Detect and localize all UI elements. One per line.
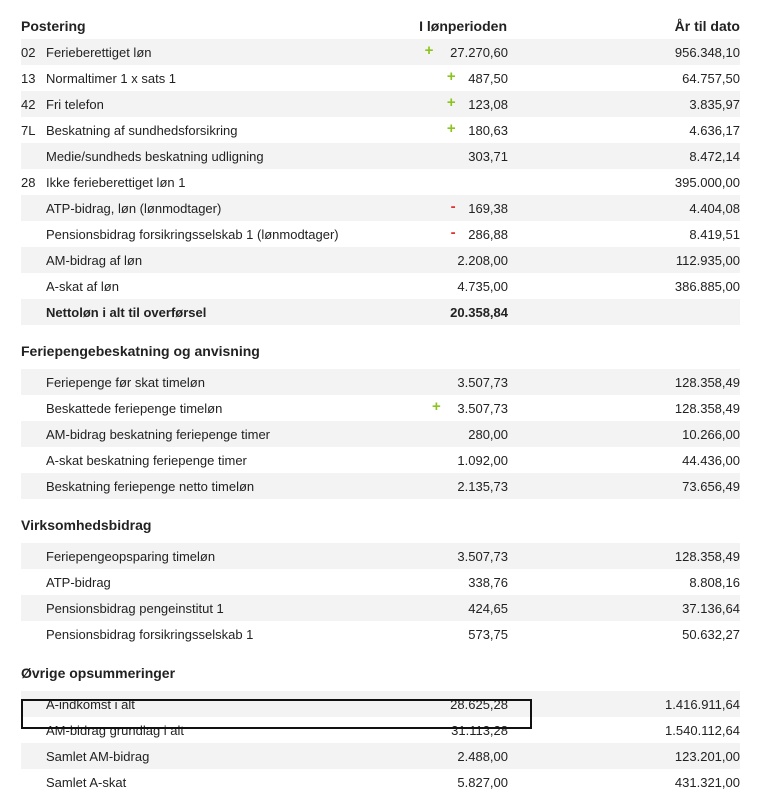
table-row xyxy=(21,743,740,769)
row-label: Samlet A-skat xyxy=(46,775,127,790)
row-period-amount: 2.208,00 xyxy=(457,253,508,268)
row-ytd-amount: 8.808,16 xyxy=(689,575,740,590)
row-label: ATP-bidrag, løn (lønmodtager) xyxy=(46,201,222,216)
section-company xyxy=(21,543,740,647)
table-row xyxy=(21,569,740,595)
section-holiday xyxy=(21,369,740,499)
table-row xyxy=(21,543,740,569)
row-ytd-amount: 44.436,00 xyxy=(682,453,740,468)
row-ytd-amount: 128.358,49 xyxy=(674,549,740,564)
table-row xyxy=(21,369,740,395)
row-label: Normaltimer 1 x sats 1 xyxy=(46,71,177,86)
row-ytd-amount: 128.358,49 xyxy=(674,401,740,416)
row-label: Fri telefon xyxy=(46,97,104,112)
row-period-amount: 303,71 xyxy=(468,149,508,164)
table-row xyxy=(21,169,740,195)
table-row xyxy=(21,447,740,473)
row-ytd-amount: 956.348,10 xyxy=(674,45,740,60)
row-ytd-amount: 8.472,14 xyxy=(689,149,740,164)
row-period-amount: 487,50 xyxy=(468,71,508,86)
row-ytd-amount: 431.321,00 xyxy=(674,775,740,790)
table-row xyxy=(21,299,740,325)
row-ytd-amount: 123.201,00 xyxy=(674,749,740,764)
row-label: Feriepengeopsparing timeløn xyxy=(46,549,216,564)
table-row xyxy=(21,91,740,117)
minus-icon: - xyxy=(450,198,456,215)
row-period-amount: 180,63 xyxy=(468,123,508,138)
payslip-table xyxy=(21,0,740,795)
row-period-amount: 3.507,73 xyxy=(457,549,508,564)
section-postings xyxy=(21,39,740,325)
row-label: ATP-bidrag xyxy=(46,575,111,590)
plus-icon: + xyxy=(432,398,441,415)
row-label: AM-bidrag af løn xyxy=(46,253,143,268)
row-ytd-amount: 37.136,64 xyxy=(682,601,740,616)
row-label: AM-bidrag beskatning feriepenge timer xyxy=(46,427,271,442)
row-label: Pensionsbidrag pengeinstitut 1 xyxy=(46,601,224,616)
table-row xyxy=(21,473,740,499)
row-code: 02 xyxy=(21,45,36,60)
row-period-amount: 31.113,28 xyxy=(451,723,508,738)
row-ytd-amount: 73.656,49 xyxy=(682,479,740,494)
row-code: 42 xyxy=(21,97,36,112)
table-row xyxy=(21,769,740,795)
table-header xyxy=(21,0,740,39)
table-row xyxy=(21,195,740,221)
row-period-amount: 280,00 xyxy=(468,427,508,442)
section-title-other: Øvrige opsummeringer xyxy=(21,665,176,681)
table-row xyxy=(21,395,740,421)
row-label: Nettoløn i alt til overførsel xyxy=(46,305,207,320)
row-label: Beskattede feriepenge timeløn xyxy=(46,401,223,416)
row-period-amount: 2.488,00 xyxy=(457,749,508,764)
row-label: Samlet AM-bidrag xyxy=(46,749,150,764)
row-period-amount: 20.358,84 xyxy=(450,305,508,320)
row-period-amount: 27.270,60 xyxy=(450,45,508,60)
row-ytd-amount: 8.419,51 xyxy=(689,227,740,242)
row-ytd-amount: 64.757,50 xyxy=(682,71,740,86)
table-row xyxy=(21,65,740,91)
row-ytd-amount: 50.632,27 xyxy=(682,627,740,642)
row-ytd-amount: 4.636,17 xyxy=(689,123,740,138)
row-code: 28 xyxy=(21,175,36,190)
row-ytd-amount: 128.358,49 xyxy=(674,375,740,390)
table-row xyxy=(21,221,740,247)
highlight-box xyxy=(21,699,532,729)
row-label: Pensionsbidrag forsikringsselskab 1 xyxy=(46,627,254,642)
row-ytd-amount: 112.935,00 xyxy=(675,253,740,268)
row-label: AM-bidrag grundlag i alt xyxy=(46,723,185,738)
row-code: 13 xyxy=(21,71,36,86)
row-period-amount: 3.507,73 xyxy=(457,401,508,416)
row-period-amount: 3.507,73 xyxy=(457,375,508,390)
row-ytd-amount: 3.835,97 xyxy=(689,97,740,112)
row-label: A-skat af løn xyxy=(46,279,119,294)
row-period-amount: 573,75 xyxy=(468,627,508,642)
row-label: Feriepenge før skat timeløn xyxy=(46,375,205,390)
row-ytd-amount: 4.404,08 xyxy=(689,201,740,216)
row-period-amount: 5.827,00 xyxy=(457,775,508,790)
header-period: I lønperioden xyxy=(419,18,507,34)
plus-icon: + xyxy=(446,68,456,85)
row-period-amount: 1.092,00 xyxy=(457,453,508,468)
row-period-amount: 169,38 xyxy=(468,201,508,216)
row-label: A-indkomst i alt xyxy=(46,697,135,712)
row-period-amount: 424,65 xyxy=(468,601,508,616)
header-ytd: År til dato xyxy=(674,18,740,34)
row-ytd-amount: 386.885,00 xyxy=(674,279,740,294)
header-posting: Postering xyxy=(21,18,86,34)
table-row xyxy=(21,39,740,65)
table-row xyxy=(21,595,740,621)
minus-icon: - xyxy=(450,224,456,241)
row-period-amount: 123,08 xyxy=(468,97,508,112)
section-title-holiday: Feriepengebeskatning og anvisning xyxy=(21,343,260,359)
row-period-amount: 286,88 xyxy=(468,227,508,242)
row-ytd-amount: 10.266,00 xyxy=(682,427,740,442)
row-label: Beskatning af sundhedsforsikring xyxy=(46,123,238,138)
row-period-amount: 2.135,73 xyxy=(457,479,508,494)
plus-icon: + xyxy=(446,120,456,137)
row-code: 7L xyxy=(21,123,36,138)
plus-icon: + xyxy=(446,94,456,111)
table-row xyxy=(21,273,740,299)
row-label: A-skat beskatning feriepenge timer xyxy=(46,453,247,468)
table-row xyxy=(21,143,740,169)
row-label: Ikke ferieberettiget løn 1 xyxy=(46,175,186,190)
table-row xyxy=(21,621,740,647)
row-label: Pensionsbidrag forsikringsselskab 1 (lønmodtager) xyxy=(46,227,339,242)
table-row xyxy=(21,247,740,273)
row-period-amount: 4.735,00 xyxy=(457,279,508,294)
row-period-amount: 28.625,28 xyxy=(450,697,508,712)
row-label: Medie/sundheds beskatning udligning xyxy=(46,149,264,164)
row-label: Beskatning feriepenge netto timeløn xyxy=(46,479,255,494)
row-ytd-amount: 395.000,00 xyxy=(674,175,740,190)
row-period-amount: 338,76 xyxy=(468,575,508,590)
section-title-company: Virksomhedsbidrag xyxy=(21,517,152,533)
table-row xyxy=(21,117,740,143)
plus-icon: + xyxy=(424,42,434,59)
table-row xyxy=(21,421,740,447)
row-label: Ferieberettiget løn xyxy=(46,45,152,60)
row-ytd-amount: 1.540.112,64 xyxy=(665,723,740,738)
row-ytd-amount: 1.416.911,64 xyxy=(665,697,740,712)
